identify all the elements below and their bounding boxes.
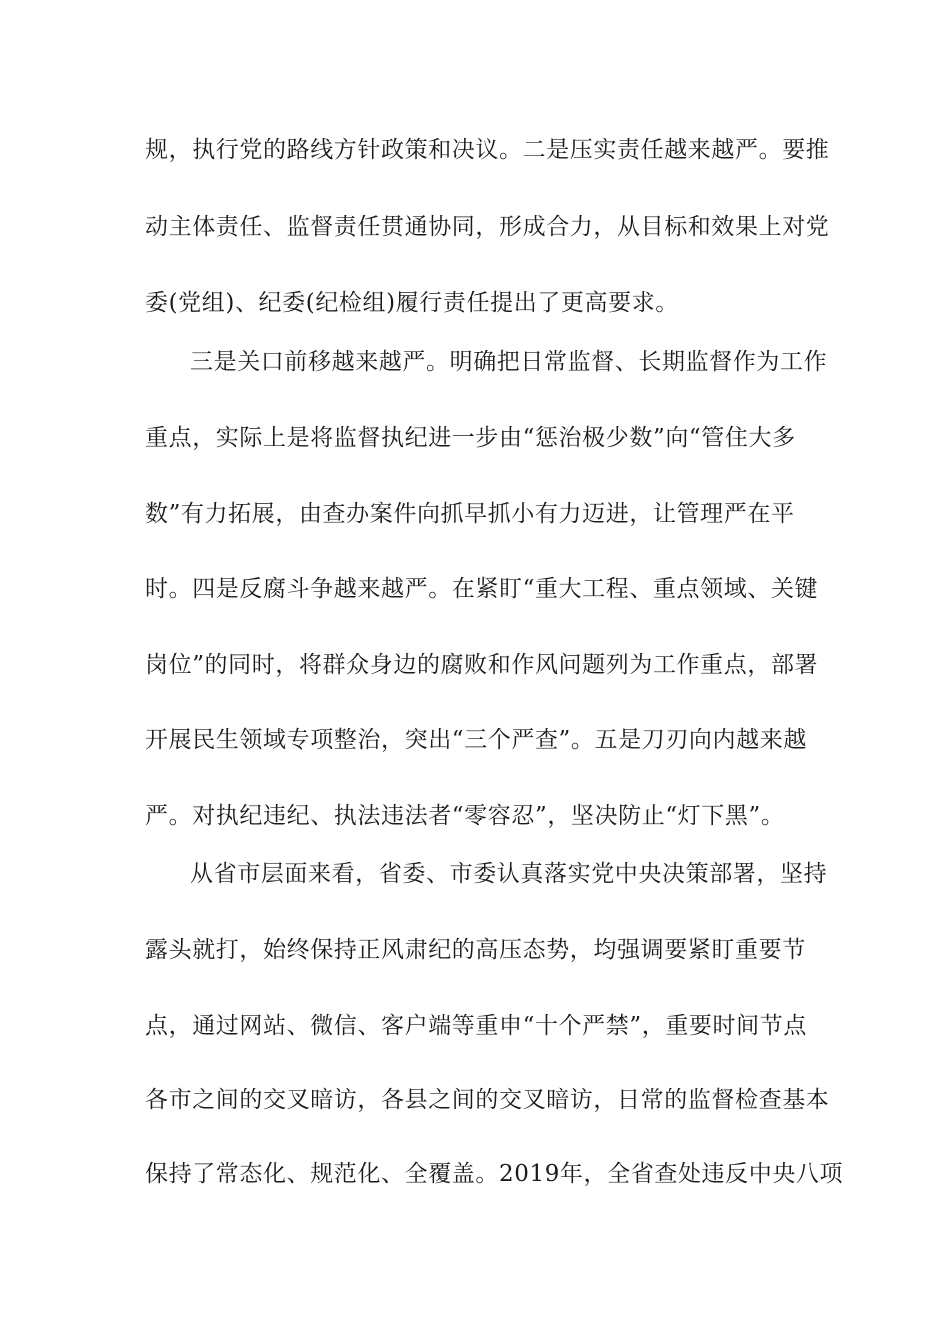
paragraph-first-line: 从省市层面来看，省委、市委认真落实党中央决策部署，坚持 [190, 861, 828, 887]
text-line: 保持了常态化、规范化、全覆盖。2019年，全省查处违反中央八项 [145, 1161, 844, 1187]
paragraph-first-line: 三是关口前移越来越严。明确把日常监督、长期监督作为工作 [190, 349, 828, 375]
text-line: 数”有力拓展，由查办案件向抓早抓小有力迈进，让管理严在平 [145, 501, 795, 527]
text-line: 各市之间的交叉暗访，各县之间的交叉暗访，日常的监督检查基本 [145, 1087, 830, 1113]
text-line: 规，执行党的路线方针政策和决议。二是压实责任越来越严。要推 [145, 137, 830, 163]
text-line: 开展民生领域专项整治，突出“三个严查”。五是刀刃向内越来越 [145, 727, 807, 753]
text-line: 严。对执纪违纪、执法违法者“零容忍”，坚决防止“灯下黑”。 [145, 803, 785, 829]
text-line: 露头就打，始终保持正风肃纪的高压态势，均强调要紧盯重要节 [145, 937, 806, 963]
text-line: 点，通过网站、微信、客户端等重申“十个严禁”，重要时间节点 [145, 1013, 807, 1039]
text-line: 委(党组)、纪委(纪检组)履行责任提出了更高要求。 [145, 290, 679, 316]
text-line: 动主体责任、监督责任贯通协同，形成合力，从目标和效果上对党 [145, 214, 830, 240]
text-line: 时。四是反腐斗争越来越严。在紧盯“重大工程、重点领域、关键 [145, 576, 819, 602]
text-line: 重点，实际上是将监督执纪进一步由“惩治极少数”向“管住大多 [145, 425, 796, 451]
text-line: 岗位”的同时，将群众身边的腐败和作风问题列为工作重点，部署 [145, 652, 819, 678]
